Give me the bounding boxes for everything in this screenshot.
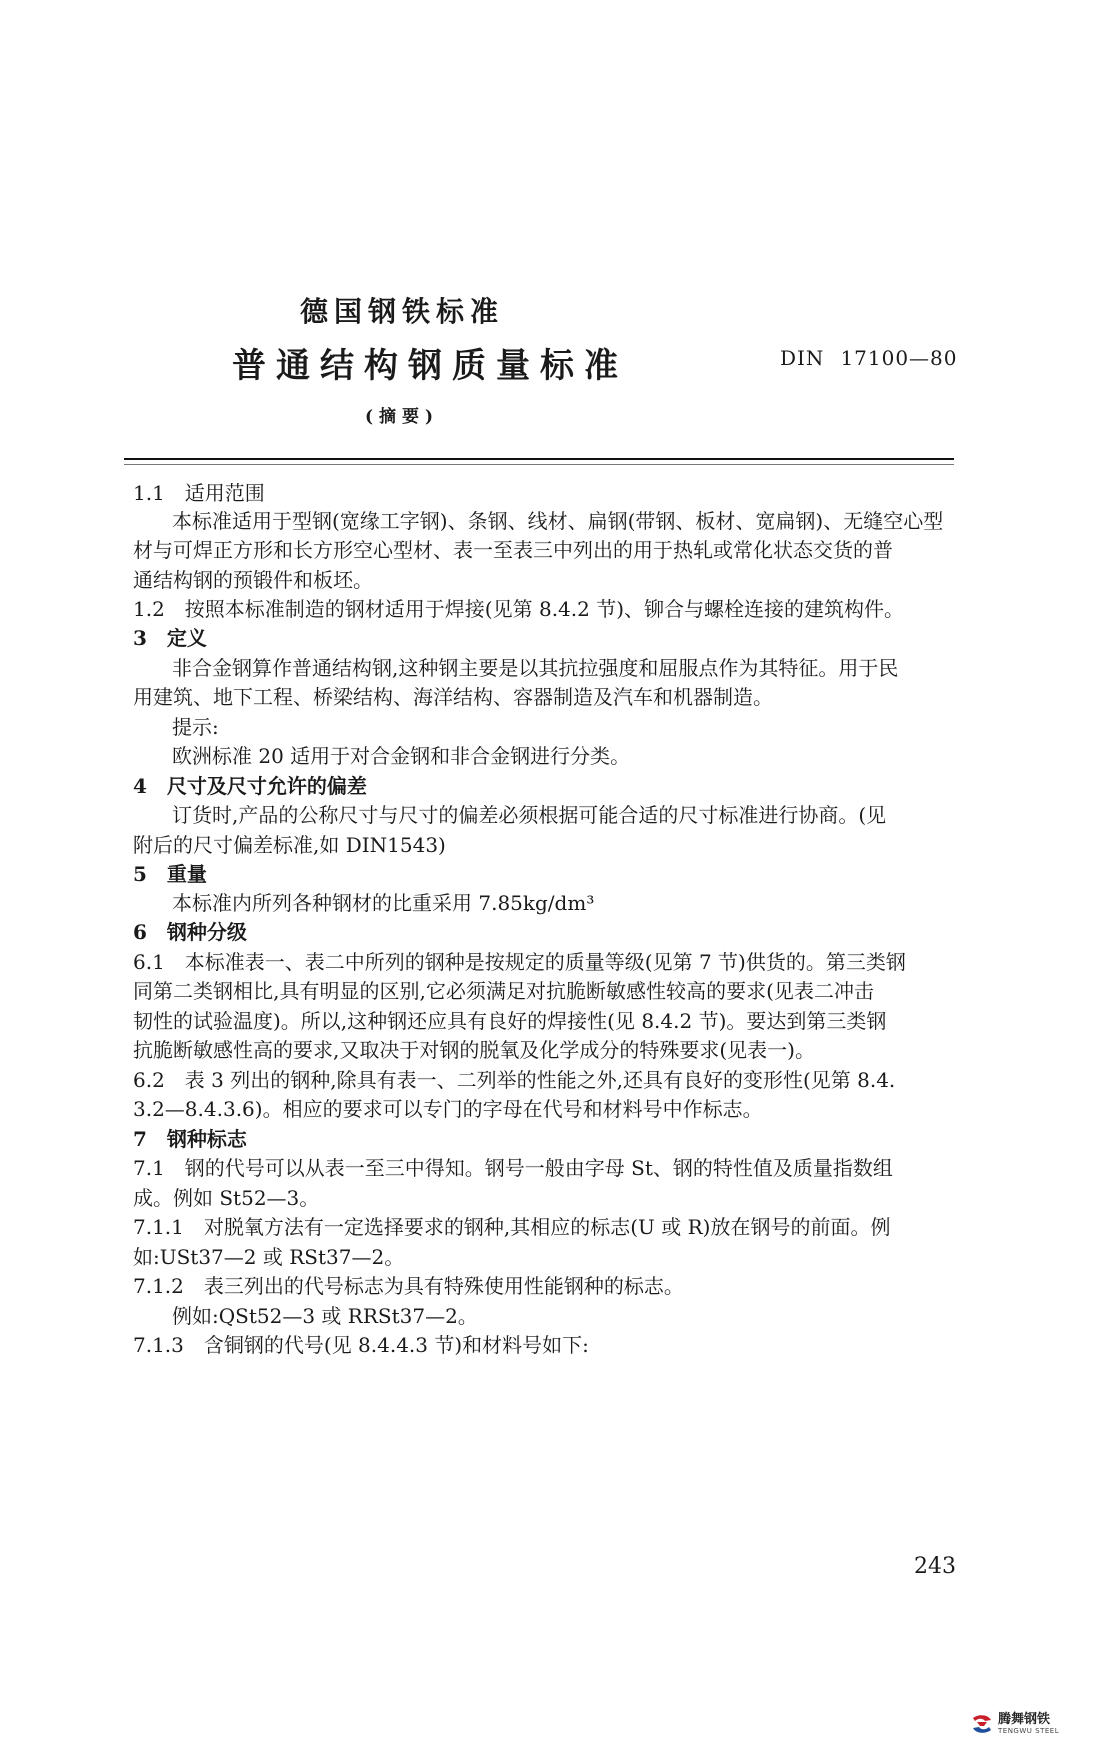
section-heading-7: 7 钢种标志 bbox=[133, 1127, 247, 1151]
watermark-logo bbox=[970, 1708, 1090, 1740]
section-1-2: 1.2 按照本标准制造的钢材适用于焊接(见第 8.4.2 节)、铆合与螺栓连接的建筑构件。 bbox=[133, 597, 905, 621]
body-line: 附后的尺寸偏差标准,如 DIN1543) bbox=[133, 833, 446, 857]
logo-swirl-icon bbox=[970, 1712, 994, 1736]
section-heading-6: 6 钢种分级 bbox=[133, 920, 247, 944]
standard-prefix: DIN bbox=[780, 346, 825, 370]
note-label: 提示: bbox=[172, 715, 219, 739]
body-line: 本标准适用于型钢(宽缘工字钢)、条钢、线材、扁钢(带钢、板材、宽扁钢)、无缝空心型 bbox=[172, 509, 944, 533]
logo-name-en: TENGWU STEEL bbox=[998, 1727, 1060, 1735]
body-line: 通结构钢的预锻件和板坯。 bbox=[133, 568, 373, 592]
abstract-label: (摘要) bbox=[365, 407, 440, 427]
page-number: 243 bbox=[914, 1554, 956, 1579]
document-title-line1: 德国钢铁标准 bbox=[300, 295, 505, 328]
body-line: 用建筑、地下工程、桥梁结构、海洋结构、容器制造及汽车和机器制造。 bbox=[133, 685, 773, 709]
body-line: 抗脆断敏感性高的要求,又取决于对钢的脱氧及化学成分的特殊要求(见表一)。 bbox=[133, 1038, 815, 1062]
section-6-2: 6.2 表 3 列出的钢种,除具有表一、二列举的性能之外,还具有良好的变形性(见第 8.4. bbox=[133, 1068, 896, 1092]
body-line: 同第二类钢相比,具有明显的区别,它必须满足对抗脆断敏感性较高的要求(见表二冲击 bbox=[133, 979, 874, 1003]
body-line: 例如:QSt52—3 或 RRSt37—2。 bbox=[172, 1304, 478, 1328]
section-7-1-3: 7.1.3 含铜钢的代号(见 8.4.4.3 节)和材料号如下: bbox=[133, 1333, 589, 1357]
section-7-1: 7.1 钢的代号可以从表一至三中得知。钢号一般由字母 St、钢的特性值及质量指数组 bbox=[133, 1156, 893, 1180]
body-line: 韧性的试验温度)。所以,这种钢还应具有良好的焊接性(见 8.4.2 节)。要达到第三类钢 bbox=[133, 1009, 887, 1033]
body-line: 本标准内所列各种钢材的比重采用 7.85kg/dm³ bbox=[172, 891, 595, 915]
standard-number: 17100—80 bbox=[840, 346, 958, 370]
section-heading-1-1: 1.1 适用范围 bbox=[133, 481, 265, 505]
standard-code bbox=[780, 346, 958, 370]
section-heading-3: 3 定义 bbox=[133, 626, 207, 650]
section-heading-4: 4 尺寸及尺寸允许的偏差 bbox=[133, 774, 367, 798]
body-line: 非合金钢算作普通结构钢,这种钢主要是以其抗拉强度和屈服点作为其特征。用于民 bbox=[172, 656, 899, 680]
section-7-1-2: 7.1.2 表三列出的代号标志为具有特殊使用性能钢种的标志。 bbox=[133, 1274, 684, 1298]
logo-name-cn: 腾舞钢铁 bbox=[998, 1712, 1051, 1727]
document-title-line2: 普通结构钢质量标准 bbox=[232, 346, 628, 386]
body-line: 欧洲标准 20 适用于对合金钢和非合金钢进行分类。 bbox=[172, 744, 631, 768]
body-line: 订货时,产品的公称尺寸与尺寸的偏差必须根据可能合适的尺寸标准进行协商。(见 bbox=[172, 803, 887, 827]
section-heading-5: 5 重量 bbox=[133, 862, 207, 886]
header-divider-thin bbox=[124, 464, 954, 465]
body-line: 3.2—8.4.3.6)。相应的要求可以专门的字母在代号和材料号中作标志。 bbox=[133, 1097, 763, 1121]
body-line: 材与可焊正方形和长方形空心型材、表一至表三中列出的用于热轧或常化状态交货的普 bbox=[133, 538, 893, 562]
section-7-1-1: 7.1.1 对脱氧方法有一定选择要求的钢种,其相应的标志(U 或 R)放在钢号的前面。例 bbox=[133, 1215, 891, 1239]
header-divider bbox=[124, 458, 954, 460]
body-line: 成。例如 St52—3。 bbox=[133, 1186, 320, 1210]
body-line: 如:USt37—2 或 RSt37—2。 bbox=[133, 1245, 405, 1269]
section-6-1: 6.1 本标准表一、表二中所列的钢种是按规定的质量等级(见第 7 节)供货的。第三类钢 bbox=[133, 950, 906, 974]
